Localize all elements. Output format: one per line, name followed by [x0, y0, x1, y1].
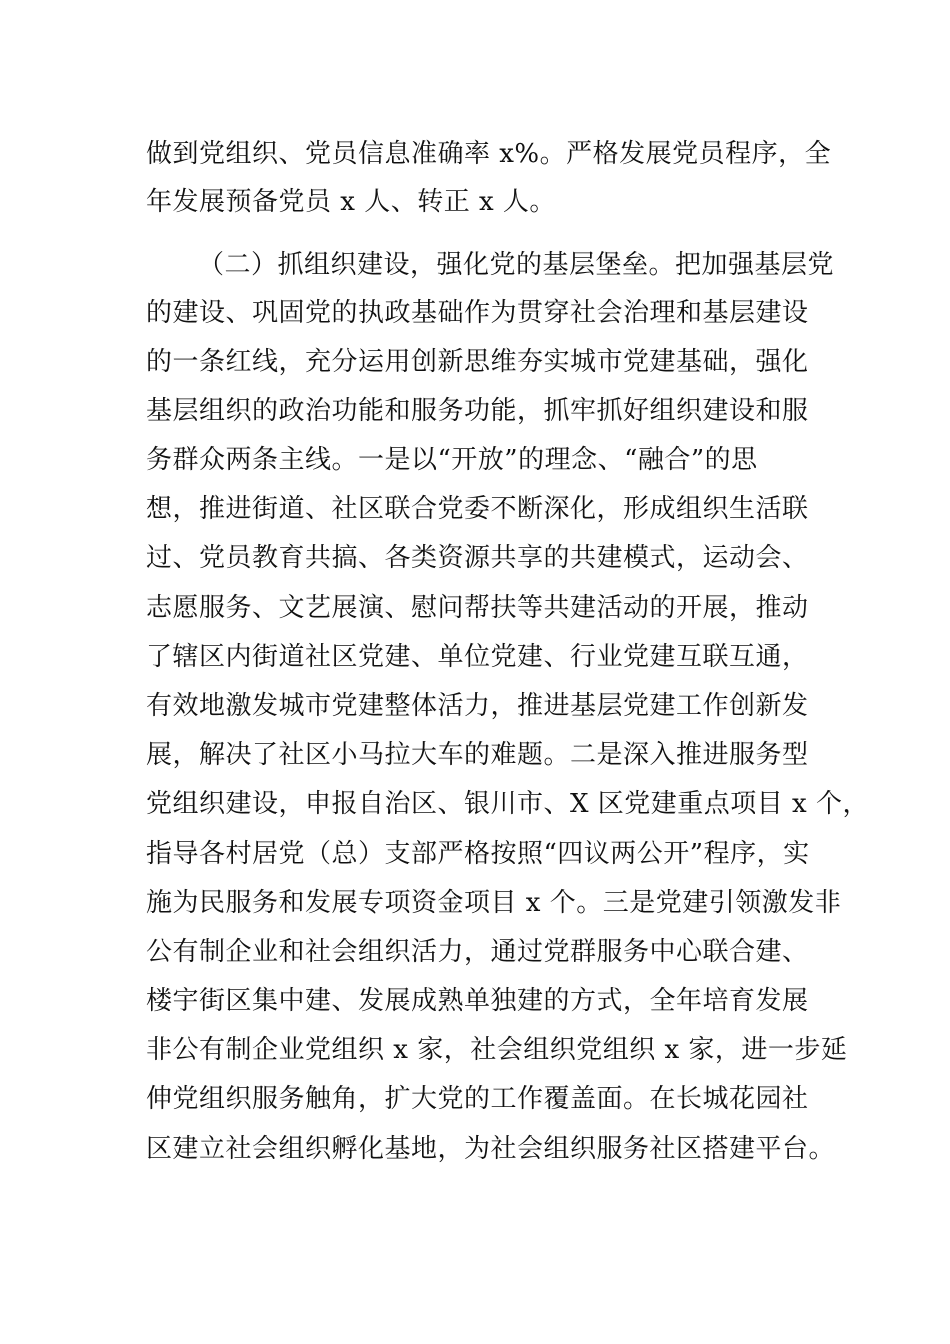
text-line: 施为民服务和发展专项资金项目 x 个。三是党建引领激发非 [146, 888, 842, 918]
text-line: 非公有制企业党组织 x 家，社会组织党组织 x 家，进一步延 [146, 1035, 848, 1065]
text-line: 伸党组织服务触角，扩大党的工作覆盖面。在长城花园社 [146, 1084, 809, 1114]
text-line: 的一条红线，充分运用创新思维夯实城市党建基础，强化 [146, 347, 809, 377]
text-line: 志愿服务、文艺展演、慰问帮扶等共建活动的开展，推动 [146, 593, 809, 623]
text-line: 有效地激发城市党建整体活力，推进基层党建工作创新发 [146, 691, 809, 721]
text-line: 过、党员教育共搞、各类资源共享的共建模式，运动会、 [146, 543, 809, 573]
text-line: 公有制企业和社会组织活力，通过党群服务中心联合建、 [146, 937, 809, 967]
text-line: 想，推进街道、社区联合党委不断深化，形成组织生活联 [146, 494, 809, 524]
text-line: 的建设、巩固党的执政基础作为贯穿社会治理和基层建设 [146, 298, 809, 328]
text-line: 楼宇街区集中建、发展成熟单独建的方式，全年培育发展 [146, 986, 809, 1016]
text-line: 务群众两条主线。一是以“开放”的理念、“融合”的思 [146, 445, 758, 475]
text-line: 党组织建设，申报自治区、银川市、X 区党建重点项目 x 个， [146, 789, 869, 819]
text-line: 年发展预备党员 x 人、转正 x 人。 [146, 187, 556, 217]
text-line: 了辖区内街道社区党建、单位党建、行业党建互联互通， [146, 642, 809, 672]
text-line: 基层组织的政治功能和服务功能，抓牢抓好组织建设和服 [146, 396, 809, 426]
text-line: 做到党组织、党员信息准确率 x%。严格发展党员程序，全 [146, 139, 832, 169]
text-line: 展，解决了社区小马拉大车的难题。二是深入推进服务型 [146, 740, 809, 770]
section-heading-line: （二）抓组织建设，强化党的基层堡垒。把加强基层党 [198, 250, 835, 280]
text-line: 区建立社会组织孵化基地，为社会组织服务社区搭建平台。 [146, 1134, 836, 1164]
text-line: 指导各村居党（总）支部严格按照“四议两公开”程序，实 [146, 839, 810, 869]
